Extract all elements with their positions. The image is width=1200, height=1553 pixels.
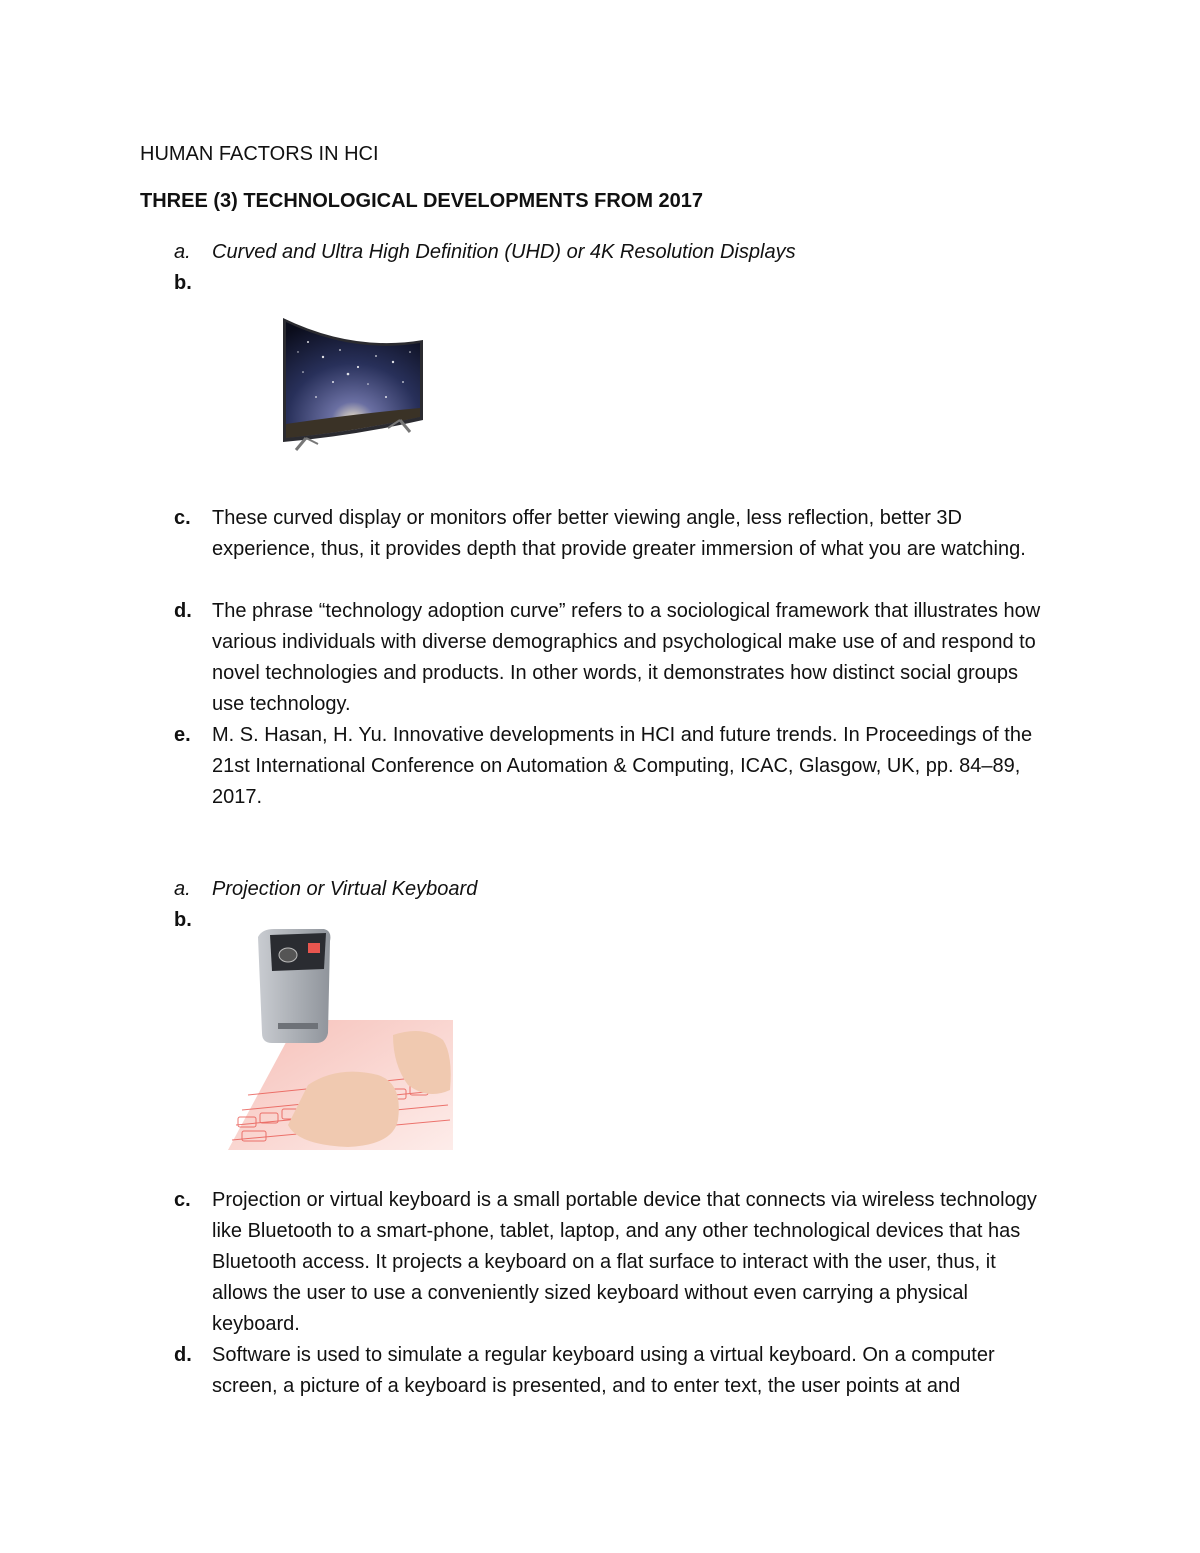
list-item-text: M. S. Hasan, H. Yu. Innovative developments in HCI and future trends. In Proceedings of the 21st International Conference on Automation & Computing, ICAC, Glasgow, UK, pp. 84–89, 2017.	[212, 724, 1033, 808]
projection-keyboard-image	[228, 925, 453, 1150]
list-item	[174, 874, 1054, 905]
list-item-text: The phrase “technology adoption curve” refers to a sociological framework that illustrates how various individuals with diverse demographics and psychological make use of and respond to novel technologies and products. In other words, it demonstrates how distinct social groups use technology.	[212, 600, 1041, 715]
list-marker: b.	[174, 909, 192, 931]
list-item-text: Curved and Ultra High Definition (UHD) or 4K Resolution Displays	[212, 241, 796, 263]
list-item	[174, 237, 1054, 268]
list-marker: a.	[174, 878, 191, 900]
list-item-text: These curved display or monitors offer better viewing angle, less reflection, better 3D experience, thus, it provides depth that provide greater immersion of what you are watching.	[212, 507, 1026, 560]
list-item-text: Projection or Virtual Keyboard	[212, 878, 478, 900]
list-marker: a.	[174, 241, 191, 263]
list-marker: c.	[174, 1189, 191, 1211]
list-marker: e.	[174, 724, 191, 746]
list-item	[174, 1185, 1054, 1340]
list-marker: d.	[174, 600, 192, 622]
document-subtitle: THREE (3) TECHNOLOGICAL DEVELOPMENTS FROM 2017	[140, 190, 704, 212]
document-title: HUMAN FACTORS IN HCI	[140, 143, 379, 165]
list-item	[174, 720, 1054, 813]
list-item-text: Projection or virtual keyboard is a small portable device that connects via wireless technology like Bluetooth to a smart-phone, tablet, laptop, and any other technological devices that has Bluetooth access. It projects a keyboard on a flat surface to interact with the user, thus, it allows the user to use a conveniently sized keyboard without even carrying a physical keyboard.	[212, 1189, 1037, 1335]
list-item	[174, 503, 1054, 565]
list-marker: c.	[174, 507, 191, 529]
list-item-text: Software is used to simulate a regular keyboard using a virtual keyboard. On a computer screen, a picture of a keyboard is presented, and to enter text, the user points at and	[212, 1344, 995, 1397]
list-marker: b.	[174, 272, 192, 294]
list-item	[174, 1340, 1054, 1402]
curved-tv-image	[278, 312, 428, 454]
list-marker: d.	[174, 1344, 192, 1366]
list-item	[174, 596, 1054, 720]
